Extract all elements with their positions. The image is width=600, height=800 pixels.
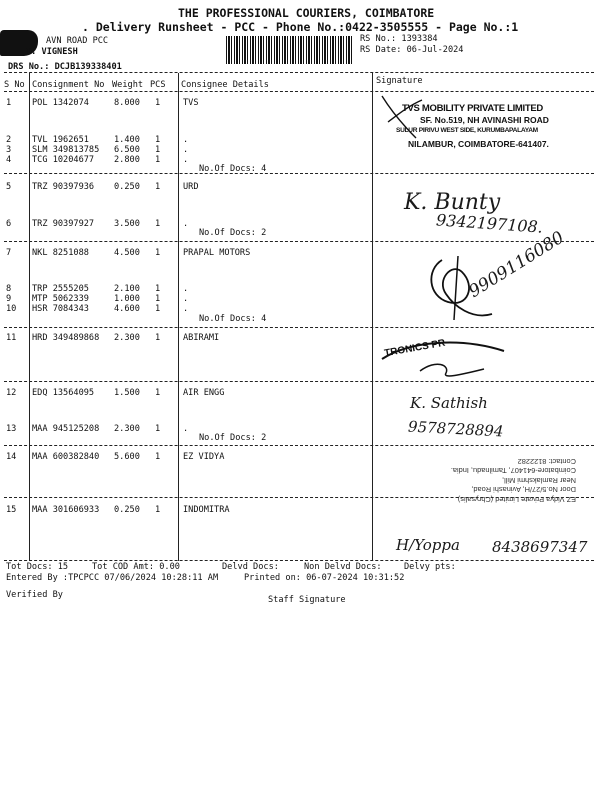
tvs-stamp-line: TVS MOBILITY PRIVATE LIMITED [402,103,543,114]
row-pcs: 1 [155,333,161,343]
row-pcs: 1 [155,98,161,108]
row-consignment: MAA 945125208 [32,424,100,434]
ez-vidya-stamp-line: EZ Vidya Private Limited (Chrysalis) [457,495,576,504]
row-pcs: 1 [155,145,161,155]
row-pcs: 1 [155,248,161,258]
tvs-signature-scribble [378,92,426,142]
row-pcs: 1 [155,505,161,515]
row-consignment: TRZ 90397927 [32,219,95,229]
row-consignee: . [183,155,189,165]
row-consignment: POL 1342074 [32,98,89,108]
group-separator [4,445,594,446]
col-header-consignment: Consignment No [32,80,105,90]
row-consignee: . [183,294,189,304]
staff-signature-label: Staff Signature [268,595,346,605]
row-consignee: AIR ENGG [183,388,225,398]
header-bottom-rule [4,91,594,92]
row-sno: 3 [6,145,12,155]
row-sno: 4 [6,155,12,165]
group-doc-count: No.Of Docs: 4 [199,164,267,174]
row-pcs: 1 [155,294,161,304]
branch-name: AVN ROAD PCC [46,36,109,46]
row-sno: 7 [6,248,12,258]
row-weight: 2.100 [114,284,140,294]
row-sno: 6 [6,219,12,229]
row-sno: 5 [6,182,12,192]
row-consignment: MAA 301606933 [32,505,100,515]
row-consignment: MTP 5062339 [32,294,89,304]
tvs-stamp-line: SF. No.519, NH AVINASHI ROAD [420,115,549,125]
group-separator [4,173,594,174]
staff-name: T: VIGNESH [26,47,78,57]
col-rule [178,73,179,561]
handwritten-name: K. Bunty [404,190,501,215]
handwritten-phone: 8438697347 [492,538,588,556]
row-consignment: EDQ 13564095 [32,388,95,398]
group-doc-count: No.Of Docs: 2 [199,228,267,238]
non-delivered-docs: Non Delvd Docs: [304,562,382,572]
row-consignment: SLM 349813785 [32,145,100,155]
row-consignment: TRZ 90397936 [32,182,95,192]
row-sno: 13 [6,424,17,434]
handwritten-phone: 9578728894 [407,417,504,441]
ez-vidya-stamp-line: Coimbatore-641407, Tamilnadu, India. [450,466,576,476]
tronics-stamp-arc [380,335,510,381]
row-pcs: 1 [155,388,161,398]
ez-vidya-stamp-line: Door No.5/27/H, Avinashi Road, [471,485,576,495]
row-weight: 1.000 [114,294,140,304]
row-consignee: . [183,219,189,229]
row-sno: 8 [6,284,12,294]
total-docs: Tot Docs: 15 [6,562,69,572]
total-cod-amount: Tot COD Amt: 0.00 [92,562,180,572]
row-consignee: TVS [183,98,199,108]
handwritten-name: H/Yoppa [396,536,460,554]
row-pcs: 1 [155,284,161,294]
row-weight: 5.600 [114,452,140,462]
row-consignment: NKL 8251088 [32,248,89,258]
row-consignment: MAA 600382840 [32,452,100,462]
row-consignee: URD [183,182,199,192]
row-weight: 2.300 [114,333,140,343]
col-header-signature: Signature [376,76,423,86]
col-header-weight: Weight [112,80,144,90]
handwritten-name: K. Sathish [410,394,488,412]
group-doc-count: No.Of Docs: 4 [199,314,267,324]
drs-number: DRS No.: DCJB139338401 [8,62,122,72]
delivered-docs: Delvd Docs: [222,562,279,572]
row-sno: 10 [6,304,17,314]
company-name: THE PROFESSIONAL COURIERS, COIMBATORE [178,6,435,20]
table-bottom-rule [4,560,594,561]
row-weight: 0.250 [114,505,140,515]
row-consignee: PRAPAL MOTORS [183,248,251,258]
printed-on: Printed on: 06-07-2024 10:31:52 [244,573,405,583]
row-consignment: HRD 349489868 [32,333,100,343]
row-consignee: INDOMITRA [183,505,230,515]
row-consignee: . [183,304,189,314]
verified-by: Verified By [6,590,63,600]
row-weight: 1.500 [114,388,140,398]
table-top-rule [4,72,594,73]
row-sno: 11 [6,333,17,343]
row-consignee: ABIRAMI [183,333,220,343]
row-consignee: . [183,145,189,155]
row-pcs: 1 [155,304,161,314]
tvs-stamp-line: SULUR PIRIVU WEST SIDE, KURUMBAPALAYAM [396,127,538,134]
rs-date: RS Date: 06-Jul-2024 [360,45,464,55]
row-weight: 6.500 [114,145,140,155]
group-separator [4,241,594,242]
entered-by: Entered By :TPCPCC 07/06/2024 10:28:11 AM [6,573,219,583]
row-consignment: HSR 7084343 [32,304,89,314]
handwritten-phone: 9342197108. [435,210,544,237]
row-pcs: 1 [155,182,161,192]
col-rule [372,73,373,561]
ez-vidya-stamp-line: Contact: 8122282 [517,456,576,466]
tronics-stamp: TRONICS PR [383,337,447,360]
row-weight: 3.500 [114,219,140,229]
row-weight: 1.400 [114,135,140,145]
row-consignee: EZ VIDYA [183,452,225,462]
row-consignee: . [183,135,189,145]
group-doc-count: No.Of Docs: 2 [199,433,267,443]
row-pcs: 1 [155,424,161,434]
runsheet-title: . Delivery Runsheet - PCC - Phone No.:0422-3505555 - Page No.:1 [82,20,519,34]
delivery-points: Delvy pts: [404,562,456,572]
col-header-sno: S No [4,80,25,90]
row-weight: 4.500 [114,248,140,258]
row-sno: 1 [6,98,12,108]
row-pcs: 1 [155,135,161,145]
row-pcs: 1 [155,452,161,462]
ez-vidya-stamp [392,448,576,504]
row-weight: 0.250 [114,182,140,192]
row-pcs: 1 [155,219,161,229]
row-sno: 12 [6,388,17,398]
row-weight: 8.000 [114,98,140,108]
row-consignee: . [183,284,189,294]
handwritten-phone: 9909116080 [465,227,568,302]
row-weight: 2.800 [114,155,140,165]
row-weight: 4.600 [114,304,140,314]
barcode [226,36,354,64]
col-header-pcs: PCS [150,80,166,90]
row-sno: 9 [6,294,12,304]
row-weight: 2.300 [114,424,140,434]
row-consignment: TVL 1962651 [32,135,89,145]
row-sno: 2 [6,135,12,145]
group-separator [4,381,594,382]
row-sno: 15 [6,505,17,515]
col-header-consignee: Consignee Details [181,80,269,90]
col-rule [29,73,30,561]
row-consignee: . [183,424,189,434]
tvs-stamp-line: NILAMBUR, COIMBATORE-641407. [408,139,549,149]
row-pcs: 1 [155,155,161,165]
rs-number: RS No.: 1393384 [360,34,438,44]
ez-vidya-stamp-line: Near Ramlakshmi Mill, [502,475,576,485]
row-consignment: TCG 10204677 [32,155,95,165]
row-consignment: TRP 2555205 [32,284,89,294]
row-sno: 14 [6,452,17,462]
